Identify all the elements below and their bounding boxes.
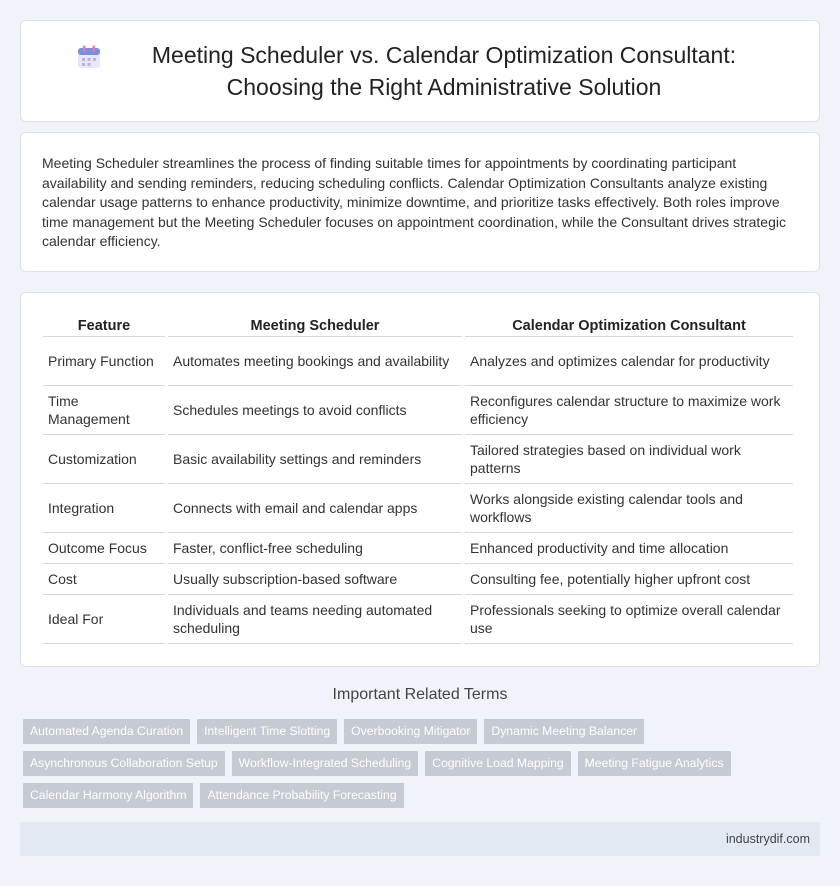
scheduler-cell: Faster, conflict-free scheduling [168,533,462,564]
scheduler-cell: Individuals and teams needing automated scheduling [168,595,462,644]
related-term-tag[interactable]: Workflow-Integrated Scheduling [232,751,419,776]
scheduler-cell: Usually subscription-based software [168,564,462,595]
consultant-cell: Enhanced productivity and time allocation [465,533,793,564]
feature-cell: Primary Function [43,337,165,386]
header-feature: Feature [43,311,165,337]
feature-cell: Integration [43,484,165,533]
related-term-tag[interactable]: Automated Agenda Curation [23,719,190,744]
consultant-cell: Analyzes and optimizes calendar for productivity [465,337,793,386]
table-row [43,484,793,533]
related-term-tag[interactable]: Attendance Probability Forecasting [200,783,403,808]
table-row [43,337,793,386]
page-title: Meeting Scheduler vs. Calendar Optimization Consultant: Choosing the Right Administrative Solution [151,42,737,100]
related-terms-tags [23,719,823,815]
scheduler-cell: Automates meeting bookings and availability [168,337,462,386]
related-term-tag[interactable]: Meeting Fatigue Analytics [578,751,731,776]
feature-cell: Customization [43,435,165,484]
consultant-cell: Reconfigures calendar structure to maximize work efficiency [465,386,793,435]
related-term-tag[interactable]: Intelligent Time Slotting [197,719,337,744]
consultant-cell: Tailored strategies based on individual work patterns [465,435,793,484]
table-header-row [43,311,793,337]
feature-cell: Cost [43,564,165,595]
table-row [43,386,793,435]
related-term-tag[interactable]: Cognitive Load Mapping [425,751,570,776]
consultant-cell: Consulting fee, potentially higher upfront cost [465,564,793,595]
header-meeting-scheduler: Meeting Scheduler [168,311,462,337]
table-row [43,595,793,644]
consultant-cell: Works alongside existing calendar tools and workflows [465,484,793,533]
intro-paragraph: Meeting Scheduler streamlines the process of finding suitable times for appointments by coordinating participant availability and sending reminders, reducing scheduling conflicts. Calendar Optimization Consultants analyze existing calendar usage patterns to enhance productivity, minimize downtime, and prioritize tasks effectively. Both roles improve time management but the Meeting Scheduler focuses on appointment coordination, while the Consultant drives strategic calendar efficiency. [42,155,786,249]
related-term-tag[interactable]: Calendar Harmony Algorithm [23,783,193,808]
table-row [43,533,793,564]
related-term-tag[interactable]: Dynamic Meeting Balancer [484,719,644,744]
footer [20,822,820,856]
header-calendar-consultant: Calendar Optimization Consultant [465,311,793,337]
related-term-tag[interactable]: Asynchronous Collaboration Setup [23,751,225,776]
feature-cell: Outcome Focus [43,533,165,564]
calendar-icon [76,44,102,70]
consultant-cell: Professionals seeking to optimize overall calendar use [465,595,793,644]
feature-cell: Time Management [43,386,165,435]
comparison-card [20,292,820,667]
table-row [43,435,793,484]
footer-site-link[interactable]: industrydif.com [725,832,810,846]
related-terms-heading: Important Related Terms [332,686,508,703]
feature-cell: Ideal For [43,595,165,644]
scheduler-cell: Connects with email and calendar apps [168,484,462,533]
related-term-tag[interactable]: Overbooking Mitigator [344,719,477,744]
comparison-table [40,311,796,644]
intro-card [20,132,820,272]
table-row [43,564,793,595]
title-card [20,20,820,122]
scheduler-cell: Basic availability settings and reminders [168,435,462,484]
scheduler-cell: Schedules meetings to avoid conflicts [168,386,462,435]
